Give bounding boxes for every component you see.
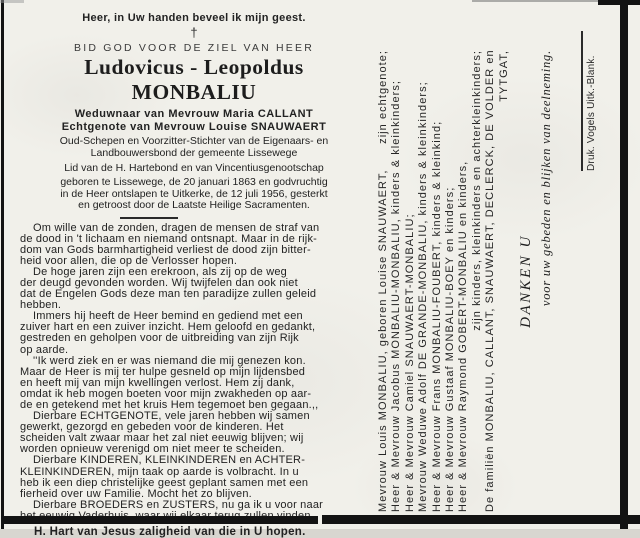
obituary-text-block (20, 10, 368, 538)
widower-line: Weduwnaar van Mevrouw Maria CALLANT (74, 108, 314, 120)
family-line: zijn kinders, kleinkinders en achterkleinkinders; (470, 50, 483, 331)
life-dates: geboren te Lissewege, de 20 januari 1863 en godvruchtig in de Heer ontslapen te Uitkerke, de 12 juli 1956, gesterkt en getroost door de Laatste Heilige Sacramenten. (60, 176, 328, 211)
printer-credit-inner (581, 31, 611, 171)
family-line: Heer & Mevrouw Raymond GOBERT-MONBALIU en kinders, (457, 160, 470, 512)
printer-credit: Druk. Vogels Uitk.-Blank. (581, 31, 597, 171)
scan-edge-bottom (4, 516, 318, 524)
closing-prayer: H. Hart van Jesus zaligheid van die in U hopen. (34, 526, 306, 538)
family-acknowledgement-rotated (377, 24, 569, 512)
paragraph: Dierbare ECHTGENOTE, vele jaren hebben wij samen gewerkt, gezorgd en gebeden voor de kinderen. Het scheiden valt zwaar maar het zal niet eeuwig blijven; wij worden opnieuw verenigd om niet meer te scheiden. (20, 410, 310, 456)
deceased-name: Ludovicus - Leopoldus MONBALIU (84, 55, 304, 104)
thanks-line: DANKEN U (518, 234, 535, 328)
family-line-tail: zijn echtgenote; (377, 50, 389, 144)
paragraph: ''Ik werd ziek en er was niemand die mij genezen kon. Maar de Heer is mij ter hulpe gesneld op mijn lijdensbed en heeft mij van mijn kwellingen verlost. Hem zij dank, omdat ik heb mogen boeten voor mijn zwakheden op aar- de en getekend met het kruis Hem tegemoet ben gegaan.,, (20, 354, 319, 411)
spouse-line: Echtgenote van Mevrouw Louise SNAUWAERT (61, 121, 327, 133)
thanks-subline: voor uw gebeden en blijken van deelneming. (539, 50, 554, 307)
family-line: Heer & Mevrouw Frans MONBALIU-FOUBERT, kinders & kleinkind; (430, 120, 443, 512)
family-line: Heer & Mevrouw Gustaaf MONBALIU-BOEY en kinders; (444, 186, 457, 512)
epigraph: Heer, in Uw handen beveel ik mijn geest. (82, 12, 306, 24)
scan-edge-right (620, 0, 628, 529)
family-line-text: Mevrouw Louis MONBALIU, geboren Louise SNAUWAERT, (377, 169, 389, 512)
family-line: TYTGAT, (497, 50, 510, 102)
family-line: Mevrouw Weduwe Adolf DE GRANDE-MONBALIU, kinders & kleinkinders; (417, 81, 430, 512)
family-line (377, 50, 390, 512)
family-list (377, 24, 569, 512)
section-divider (120, 217, 178, 219)
paragraph: Immers hij heeft de Heer bemind en gediend met een zuiver hart en een zuiver inzicht. Hem geloofd en gedankt, gestreden en geholpen voor de uitbreiding van zijn Rijk op aarde. (20, 310, 316, 356)
invocation-line: BID GOD VOOR DE ZIEL VAN HEER (74, 42, 314, 54)
cross-icon: † (190, 25, 198, 40)
paragraph: Om wille van de zonden, dragen de mensen de straf van de dood in 't lichaam en niemand ontsnapt. Maar in de rijk- dom van Gods barmhartigheid verliest de dood zijn bitter- heid voor allen, die op de Verlosser hopen. (20, 221, 320, 267)
paragraph: De hoge jaren zijn een erekroon, als zij op de weg der deugd gevonden worden. Wij twijfelen dan ook niet dat de Engelen Gods deze man ten paradijze zullen geleid hebben. (20, 265, 317, 312)
printer-credit-rotated (581, 31, 611, 171)
scan-artifact (0, 0, 24, 3)
scan-edge-left (1, 0, 4, 529)
civic-titles: Oud-Schepen en Voorzitter-Stichter van de Eigenaars- en Landbouwersbond der gemeente Lissewege (59, 135, 329, 159)
family-line: Heer & Mevrouw Jacobus MONBALIU-MONBALIU, kinders & kleinkinders; (390, 80, 403, 512)
scan-edge-bottom (322, 515, 640, 524)
scan-edge-top-corner (598, 0, 640, 5)
paragraph: Dierbare BROEDERS en ZUSTERS, nu ga ik u voor naar (33, 498, 324, 511)
paragraph: Dierbare KINDEREN, KLEINKINDEREN en ACHTER- KLEINKINDEREN, mijn taak op aarde is volbracht. In u heb ik een diep christelijke geest geplant samen met een fierheid over uw Familie. Mocht het zo blijven. (20, 454, 309, 500)
family-line: De familiën MONBALIU, CALLANT, SNAUWAERT, DECLERCK, DE VOLDER en (484, 49, 497, 512)
memberships: Lid van de H. Hartebond en van Vincentiusgenootschap (64, 162, 324, 174)
family-line: Heer & Mevrouw Camiel SNAUWAERT-MONBALIU; (403, 213, 416, 512)
